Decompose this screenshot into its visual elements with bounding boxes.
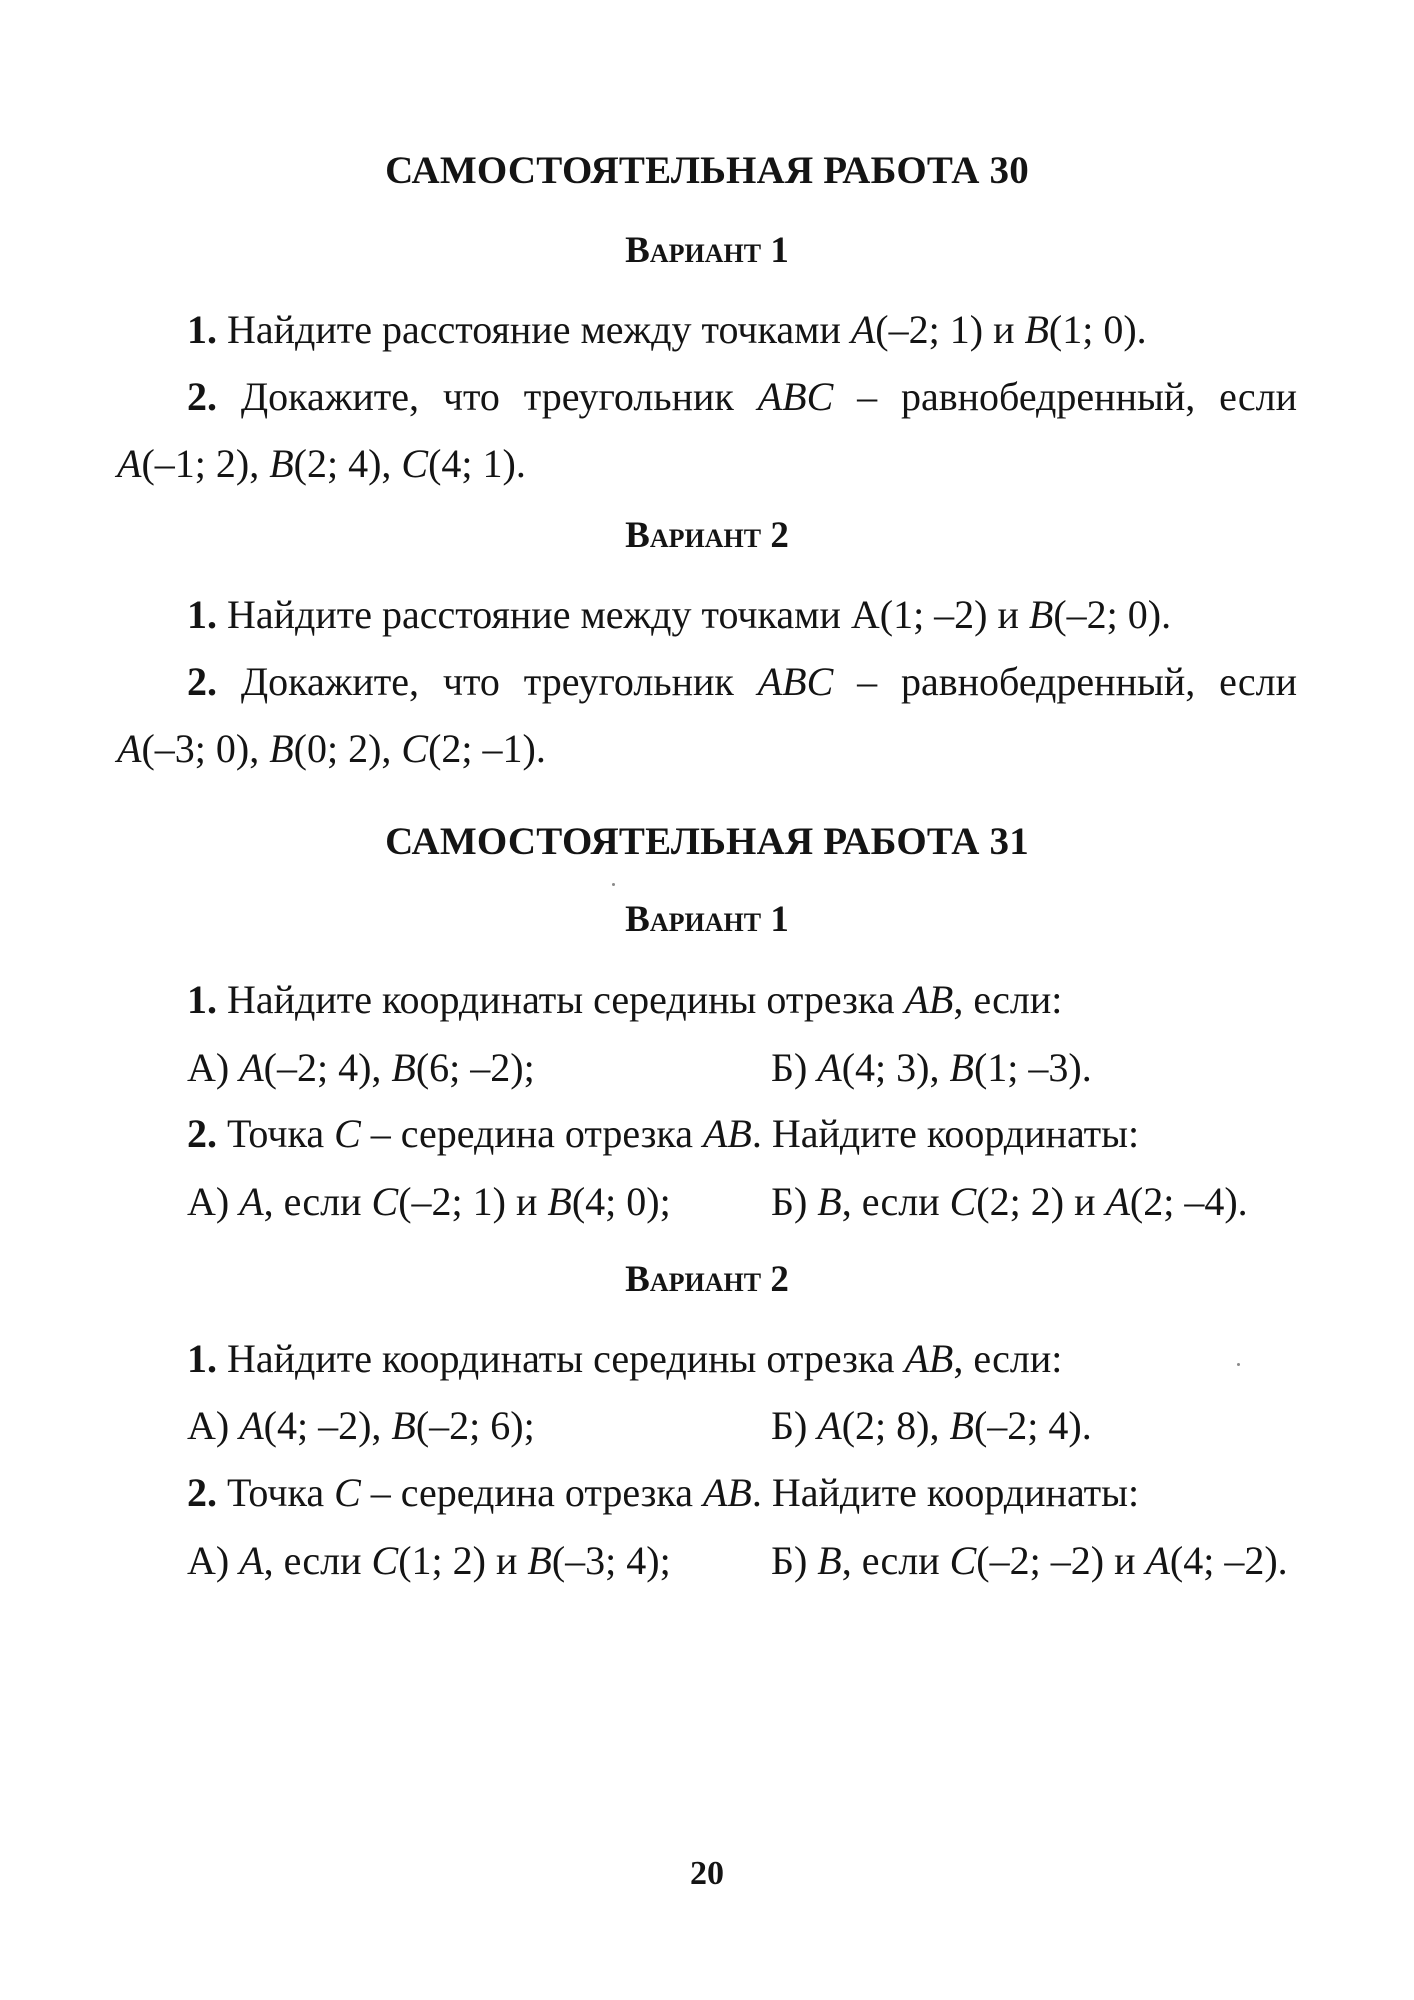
point-name: B — [527, 1538, 552, 1583]
point-name: B — [391, 1045, 416, 1090]
point-name: C — [401, 726, 429, 771]
task-31-1-1-options — [187, 1044, 1092, 1092]
task-text-tail: . Найдите координаты: — [751, 1111, 1140, 1156]
point-name: C — [949, 1538, 977, 1583]
triangle-name: ABC — [757, 659, 834, 704]
task-31-1-1 — [117, 976, 1297, 1024]
conjunction: и — [983, 307, 1025, 352]
task-text-tail: – равнобедренный, если — [833, 374, 1297, 419]
task-31-2-2 — [117, 1469, 1297, 1517]
option-a — [187, 1045, 535, 1090]
task-31-1-2 — [117, 1110, 1297, 1158]
variant-heading: Вариант 2 — [625, 1259, 789, 1300]
point-coords: (–1; 2), — [141, 441, 270, 486]
point-coords: (–2; 1) — [398, 1179, 506, 1224]
point-name: A — [117, 726, 142, 771]
option-b — [771, 1537, 1288, 1585]
scan-speck — [612, 883, 615, 886]
conjunction: и — [987, 592, 1029, 637]
point-coords: (–2; 4). — [973, 1403, 1092, 1448]
point-name: A — [239, 1538, 264, 1583]
point-coords: (2; –4). — [1129, 1179, 1248, 1224]
point-coords: (4; –2). — [1169, 1538, 1288, 1583]
option-b — [771, 1402, 1092, 1450]
point-name: C — [334, 1470, 361, 1515]
point-name: C — [371, 1538, 399, 1583]
point-coords: (0; 2), — [293, 726, 402, 771]
point-name: A — [239, 1179, 264, 1224]
option-b — [771, 1044, 1092, 1092]
task-number: 1. — [187, 307, 217, 352]
point-name: A — [850, 307, 876, 352]
task-31-2-2-options — [187, 1537, 1288, 1585]
point-name: B — [949, 1403, 974, 1448]
page-number: 20 — [690, 1855, 724, 1892]
option-a — [187, 1179, 671, 1224]
point-coords: (–3; 0), — [141, 726, 270, 771]
option-label: Б) — [771, 1403, 818, 1448]
task-30-1-1 — [117, 306, 1297, 354]
point-coords: (1; 2) — [398, 1538, 486, 1583]
segment-name: AB — [703, 1470, 752, 1515]
option-text: , если — [841, 1538, 950, 1583]
option-label: Б) — [771, 1538, 818, 1583]
point-coords: (–2; 1) — [875, 307, 984, 352]
point-coords: (4; 1). — [428, 441, 526, 486]
point-name: A — [817, 1403, 842, 1448]
option-b — [771, 1178, 1248, 1226]
point-name: C — [949, 1179, 977, 1224]
task-text: Найдите координаты середины отрезка — [217, 977, 905, 1022]
task-31-2-1-options — [187, 1402, 1092, 1450]
point-name: B — [547, 1179, 572, 1224]
point-coords: (4; –2), — [263, 1403, 392, 1448]
task-text-tail: , если: — [953, 977, 1063, 1022]
scan-speck — [1237, 1363, 1240, 1366]
task-31-2-1 — [117, 1335, 1297, 1383]
option-label: А) — [187, 1538, 240, 1583]
point-name: A — [117, 441, 142, 486]
conjunction: и — [1104, 1538, 1146, 1583]
task-number: 2. — [187, 659, 217, 704]
option-text: , если — [263, 1538, 372, 1583]
point-coords: (–3; 4); — [551, 1538, 671, 1583]
task-number: 2. — [187, 1470, 217, 1515]
point-coords: (2; 4), — [293, 441, 402, 486]
conjunction: и — [1064, 1179, 1106, 1224]
point-name: B — [391, 1403, 416, 1448]
point-coords: (–2; 6); — [415, 1403, 535, 1448]
point-name: A — [239, 1403, 264, 1448]
task-30-1-2 — [117, 373, 1297, 421]
task-text-tail: , если: — [953, 1336, 1063, 1381]
task-text: Найдите расстояние между точками — [217, 307, 851, 352]
point-name: B — [269, 441, 294, 486]
option-a — [187, 1538, 671, 1583]
task-number: 2. — [187, 1111, 217, 1156]
point-coords: (2; –1). — [428, 726, 546, 771]
task-number: 1. — [187, 592, 217, 637]
task-text: – середина отрезка — [360, 1111, 703, 1156]
point-coords: (2; 2) — [976, 1179, 1065, 1224]
option-label: А) — [187, 1045, 240, 1090]
section-title-30: САМОСТОЯТЕЛЬНАЯ РАБОТА 30 — [385, 149, 1029, 192]
point-name: B — [269, 726, 294, 771]
task-text-tail: – равнобедренный, если — [833, 659, 1297, 704]
point-name: B — [817, 1538, 842, 1583]
section-title-31: САМОСТОЯТЕЛЬНАЯ РАБОТА 31 — [385, 820, 1029, 863]
segment-name: AB — [703, 1111, 752, 1156]
point-coords: (4; 3), — [841, 1045, 950, 1090]
option-label: Б) — [771, 1179, 818, 1224]
task-text: Точка — [217, 1470, 335, 1515]
task-text: Найдите расстояние между точками — [217, 592, 851, 637]
point-name: A — [1105, 1179, 1130, 1224]
segment-name: AB — [904, 977, 954, 1022]
task-text: Докажите, что треугольник — [217, 659, 758, 704]
option-label: А) — [187, 1403, 240, 1448]
point-coords: (1; –3). — [973, 1045, 1092, 1090]
variant-heading: Вариант 2 — [625, 515, 789, 556]
point-name: A — [239, 1045, 264, 1090]
triangle-name: ABC — [757, 374, 834, 419]
conjunction: и — [505, 1179, 548, 1224]
option-a — [187, 1403, 535, 1448]
task-text: Докажите, что треугольник — [217, 374, 758, 419]
task-30-2-2-points — [117, 725, 1297, 773]
task-30-2-1 — [117, 591, 1297, 639]
point-coords: (6; –2); — [415, 1045, 535, 1090]
point-name: C — [371, 1179, 399, 1224]
point-coords: (–2; 0). — [1053, 592, 1172, 637]
point-name: A — [817, 1045, 842, 1090]
variant-heading: Вариант 1 — [625, 899, 789, 940]
point-name: B — [1024, 307, 1049, 352]
point-name: B — [1028, 592, 1054, 637]
task-text: Точка — [217, 1111, 335, 1156]
point-name: C — [401, 441, 429, 486]
point-name: B — [817, 1179, 842, 1224]
task-text-tail: . Найдите координаты: — [751, 1470, 1140, 1515]
task-31-1-2-options — [187, 1178, 1248, 1226]
point-coords: (1; 0). — [1048, 307, 1147, 352]
point-coords: (–2; –2) — [976, 1538, 1105, 1583]
option-label: Б) — [771, 1045, 818, 1090]
segment-name: AB — [904, 1336, 954, 1381]
task-number: 1. — [187, 977, 217, 1022]
task-text: – середина отрезка — [360, 1470, 703, 1515]
task-number: 1. — [187, 1336, 217, 1381]
point-with-coords: A(1; –2) — [850, 592, 988, 637]
point-name: B — [949, 1045, 974, 1090]
task-text: Найдите координаты середины отрезка — [217, 1336, 905, 1381]
option-text: , если — [263, 1179, 372, 1224]
point-name: A — [1145, 1538, 1170, 1583]
point-coords: (2; 8), — [841, 1403, 950, 1448]
conjunction: и — [485, 1538, 528, 1583]
task-number: 2. — [187, 374, 217, 419]
task-30-1-2-points — [117, 440, 1297, 488]
point-coords: (–2; 4), — [263, 1045, 392, 1090]
option-label: А) — [187, 1179, 240, 1224]
variant-heading: Вариант 1 — [625, 230, 789, 271]
task-30-2-2 — [117, 658, 1297, 706]
point-name: C — [334, 1111, 361, 1156]
point-coords: (4; 0); — [571, 1179, 671, 1224]
option-text: , если — [841, 1179, 950, 1224]
